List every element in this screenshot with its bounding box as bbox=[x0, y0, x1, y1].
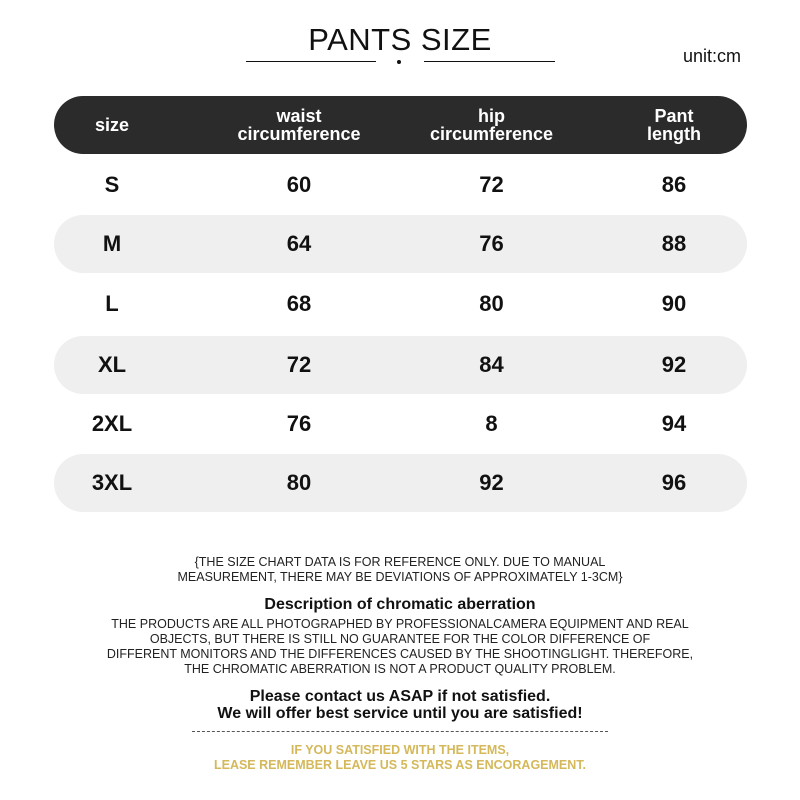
waist-cell: 68 bbox=[286, 291, 312, 316]
size-cell: 3XL bbox=[91, 470, 133, 495]
reference-note: {THE SIZE CHART DATA IS FOR REFERENCE ONLY. DUE TO MANUAL MEASUREMENT, THERE MAY BE DEVIATIONS OF APPROXIMATELY 1-3CM} bbox=[177, 555, 623, 584]
waist-cell: 60 bbox=[286, 172, 312, 197]
length-cell: 88 bbox=[661, 231, 687, 256]
size-cell: S bbox=[104, 172, 120, 197]
waist-cell: 64 bbox=[286, 231, 312, 256]
size-cell: XL bbox=[97, 352, 127, 377]
length-cell: 86 bbox=[661, 172, 687, 197]
size-cell: 2XL bbox=[91, 411, 133, 436]
table-header bbox=[54, 96, 747, 154]
aberration-description: THE PRODUCTS ARE ALL PHOTOGRAPHED BY PROFESSIONALCAMERA EQUIPMENT AND REAL OBJECTS, BUT THERE IS STILL NO GUARANTEE FOR THE COLOR DIFFERENCE OF DIFFERENT MONITORS AND THE DIFFERENCES CAUSED BY THE SHOOTINGLIGHT. THEREFORE, THE CHROMATIC ABERRATION IS NOT A PRODUCT QUALITY PROBLEM. bbox=[106, 617, 694, 676]
hip-cell: 76 bbox=[479, 231, 504, 256]
waist-cell: 76 bbox=[286, 411, 312, 436]
waist-cell: 72 bbox=[286, 352, 312, 377]
aberration-heading: Description of chromatic aberration bbox=[264, 596, 536, 613]
title-dot bbox=[397, 60, 401, 64]
unit-label: unit:cm bbox=[683, 46, 742, 66]
size-cell: M bbox=[102, 231, 122, 256]
hip-cell: 72 bbox=[479, 172, 504, 197]
table-row bbox=[54, 215, 747, 273]
table-row bbox=[54, 336, 747, 394]
table-row bbox=[54, 395, 747, 453]
waist-cell: 80 bbox=[286, 470, 312, 495]
hip-cell: 80 bbox=[479, 291, 504, 316]
header-hip: hip circumference bbox=[429, 106, 554, 144]
length-cell: 96 bbox=[661, 470, 687, 495]
stars-request: IF YOU SATISFIED WITH THE ITEMS, LEASE REMEMBER LEAVE US 5 STARS AS ENCORAGEMENT. bbox=[213, 743, 587, 772]
hip-cell: 8 bbox=[485, 411, 498, 436]
length-cell: 94 bbox=[661, 411, 687, 436]
size-cell: L bbox=[105, 291, 119, 316]
table-row bbox=[54, 275, 747, 333]
title-underline-left bbox=[246, 61, 376, 62]
hip-cell: 92 bbox=[479, 470, 504, 495]
length-cell: 90 bbox=[661, 291, 687, 316]
page-title: PANTS SIZE bbox=[308, 22, 492, 57]
dashed-divider bbox=[192, 731, 608, 732]
hip-cell: 84 bbox=[479, 352, 504, 377]
title-underline-right bbox=[424, 61, 555, 62]
header-size: size bbox=[94, 115, 130, 135]
header-waist: waist circumference bbox=[237, 106, 361, 144]
header-pant-length: Pant length bbox=[647, 106, 701, 144]
contact-message: Please contact us ASAP if not satisfied. We will offer best service until you are satisfied! bbox=[217, 688, 583, 722]
table-row bbox=[54, 156, 747, 214]
length-cell: 92 bbox=[661, 352, 687, 377]
table-row bbox=[54, 454, 747, 512]
